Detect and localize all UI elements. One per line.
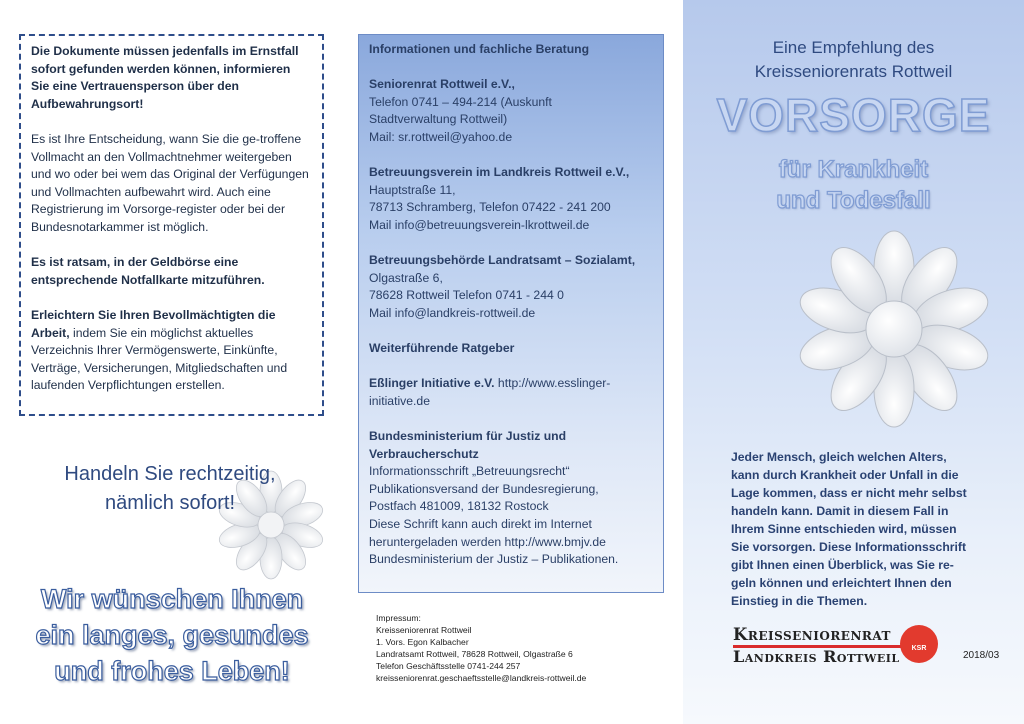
imprint-line: Landratsamt Rottweil, 78628 Rottweil, Olgastraße 6 bbox=[376, 649, 573, 659]
logo-line: Landkreis Rottweil bbox=[733, 647, 900, 666]
note-paragraph: Es ist ratsam, in der Geldbörse eine entsprechende Notfallkarte mitzuführen. bbox=[31, 255, 265, 287]
contact-line: Diese Schrift kann auch direkt im Internet bbox=[369, 517, 592, 532]
contact-url[interactable]: heruntergeladen werden http://www.bmjv.de bbox=[369, 534, 606, 549]
contact-line: 78628 Rottweil Telefon 0741 - 244 0 bbox=[369, 288, 564, 303]
wish-line: ein langes, gesundes bbox=[35, 620, 309, 650]
subtitle-line: für Krankheit bbox=[778, 156, 929, 183]
heading-line: nämlich sofort! bbox=[104, 492, 236, 514]
contact-name: Betreuungsbehörde Landratsamt – Sozialamt, bbox=[369, 253, 636, 268]
imprint-line: Impressum: bbox=[376, 613, 421, 623]
heading-line: Handeln Sie rechtzeitig, bbox=[64, 463, 276, 485]
edition-date: 2018/03 bbox=[963, 650, 1000, 661]
contact-entry bbox=[369, 76, 653, 146]
contact-name: Seniorenrat Rottweil e.V., bbox=[369, 77, 515, 92]
contact-entry bbox=[369, 252, 653, 322]
contact-line: Stadtverwaltung Rottweil) bbox=[369, 112, 508, 127]
contact-entry bbox=[369, 375, 653, 410]
imprint-line: Kreisseniorenrat Rottweil bbox=[376, 625, 472, 635]
ksr-logo bbox=[733, 625, 918, 667]
contact-line: Publikationsversand der Bundesregierung, bbox=[369, 481, 599, 496]
contact-entry bbox=[369, 164, 653, 234]
imprint-line: 1. Vors. Egon Kalbacher bbox=[376, 637, 469, 647]
contact-email[interactable]: Mail info@landkreis-rottweil.de bbox=[369, 305, 536, 320]
heading-line: Eine Empfehlung des bbox=[772, 38, 935, 57]
note-paragraph: Es ist Ihre Entscheidung, wann Sie die ge-troffene Vollmacht an den Vollmachtnehmer weitergeben und wo oder bei wem das Original der Verfügungen und Vollmachten aufbewahrt wird. Auch eine Registrierung im Vorsorge-register oder bei der Bundesnotarkammer ist möglich. bbox=[31, 131, 309, 234]
contact-line: Olgastraße 6, bbox=[369, 270, 443, 285]
contact-url[interactable]: http://www.esslinger-initiative.de bbox=[369, 376, 611, 408]
contact-line: Postfach 481009, 18132 Rostock bbox=[369, 499, 549, 514]
imprint-email[interactable]: kreisseniorenrat.geschaeftsstelle@landkreis-rottweil.de bbox=[376, 673, 587, 683]
contact-email[interactable]: Mail: sr.rottweil@yahoo.de bbox=[369, 129, 513, 144]
note-paragraph bbox=[31, 307, 312, 395]
note-text: indem Sie ein möglichst aktuelles Verzeichnis Ihrer Vermögenswerte, Einkünfte, Verträge, Versicherungen, Mitgliedschaften und laufenden Verpflichtungen erstellen. bbox=[31, 325, 288, 393]
daisy-flower-large bbox=[791, 226, 997, 432]
heading-line: Kreisseniorenrats Rottweil bbox=[754, 62, 953, 81]
contact-name: Verbraucherschutz bbox=[369, 446, 479, 461]
contact-name: Betreuungsverein im Landkreis Rottweil e.V., bbox=[369, 165, 630, 180]
wish-line: Wir wünschen Ihnen bbox=[40, 584, 304, 614]
contact-line: Telefon 0741 – 494-214 (Auskunft bbox=[369, 94, 552, 109]
contact-line: Hauptstraße 11, bbox=[369, 182, 456, 197]
notes-box bbox=[19, 34, 324, 416]
wish-text bbox=[10, 581, 334, 689]
cover-subtitle bbox=[683, 154, 1024, 216]
imprint-line: Telefon Geschäftsstelle 0741-244 257 bbox=[376, 661, 521, 671]
recommendation-heading bbox=[683, 36, 1024, 84]
guides-heading: Weiterführende Ratgeber bbox=[369, 341, 515, 356]
contact-line: Informationsschrift „Betreuungsrecht“ bbox=[369, 464, 570, 479]
contacts-heading: Informationen und fachliche Beratung bbox=[369, 42, 590, 56]
contact-email[interactable]: Mail info@betreuungsverein-lkrottweil.de bbox=[369, 217, 590, 232]
note-paragraph: Die Dokumente müssen jedenfalls im Ernstfall sofort gefunden werden können, informieren Sie eine Vertrauensperson über den Aufbewahrungsort! bbox=[31, 44, 299, 111]
ksr-badge-icon: KSR bbox=[900, 625, 938, 663]
imprint bbox=[376, 612, 666, 684]
contact-name: Bundesministerium für Justiz und bbox=[369, 429, 567, 444]
contact-name: Eßlinger Initiative e.V. bbox=[369, 376, 495, 391]
contact-entry bbox=[369, 428, 653, 569]
logo-line: Kreisseniorenrat bbox=[733, 625, 891, 644]
contact-line: Bundesministerium der Justiz – Publikationen. bbox=[369, 552, 619, 567]
intro-text: Jeder Mensch, gleich welchen Alters, kann durch Krankheit oder Unfall in die Lage kommen, dass er nicht mehr selbst handeln kann. Damit in diesem Fall in Ihrem Sinne entschieden wird, müssen Sie vorsorgen. Diese Informationsschrift gibt Ihnen einen Überblick, was Sie re-geln können und erleichtert Ihnen den Einstieg in die Themen. bbox=[731, 450, 967, 608]
wish-line: und frohes Leben! bbox=[54, 656, 290, 686]
cover-panel bbox=[683, 0, 1024, 724]
subtitle-line: und Todesfall bbox=[776, 187, 931, 214]
contact-line: 78713 Schramberg, Telefon 07422 - 241 200 bbox=[369, 200, 611, 215]
note-bold: Erleichtern Sie Ihren Bevollmächtigten die Arbeit, bbox=[31, 307, 276, 340]
call-to-action-heading bbox=[20, 460, 320, 518]
cover-title: VORSORGE bbox=[716, 89, 991, 141]
contacts-box bbox=[358, 34, 664, 593]
